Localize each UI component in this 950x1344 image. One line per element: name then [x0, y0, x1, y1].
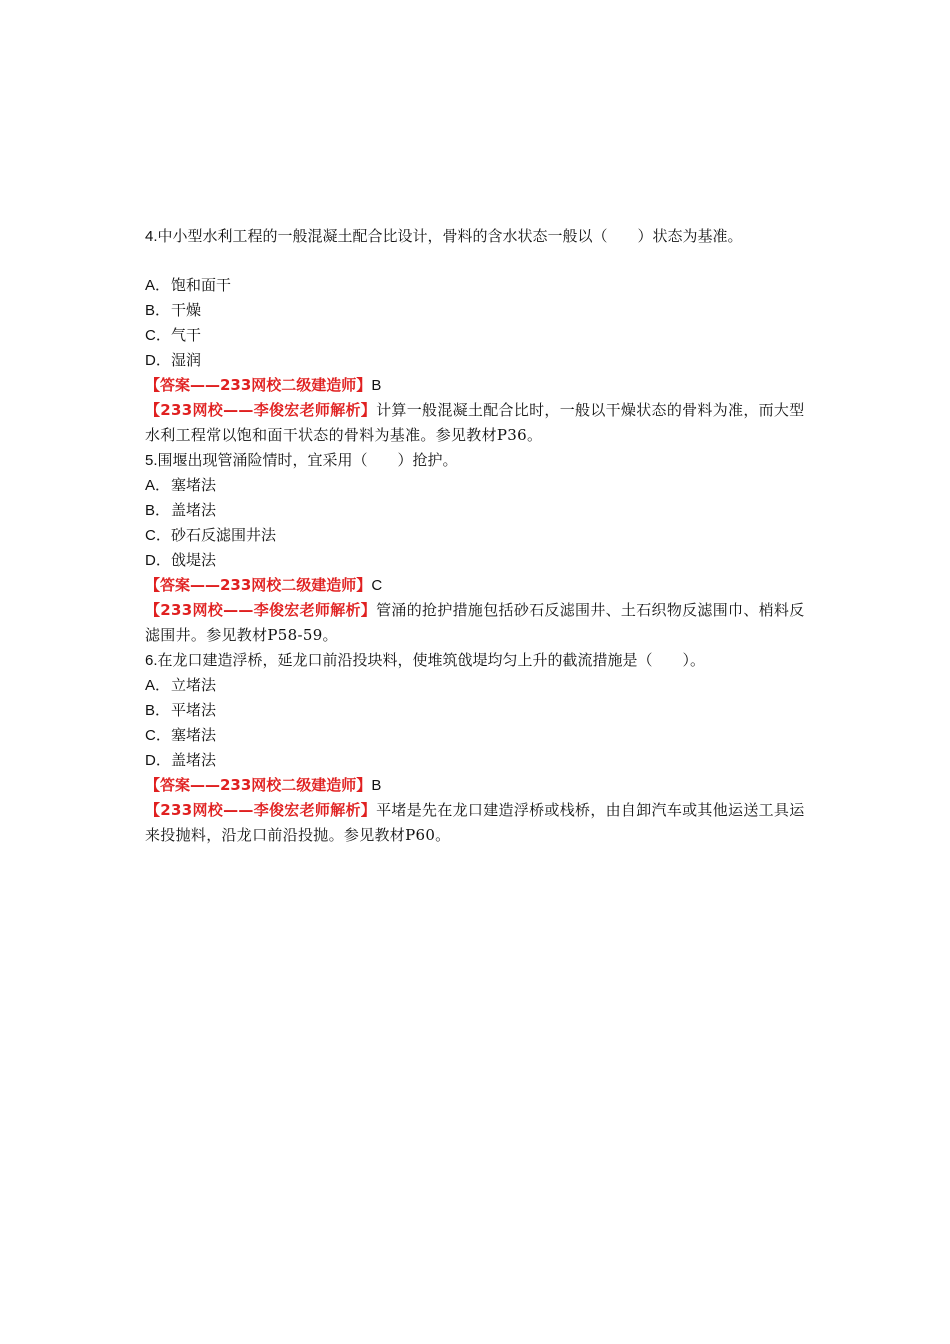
- question-5: [145, 448, 825, 648]
- analysis-text: 计算一般混凝土配合比时，一般以干燥状态的骨料为准，而大型水利工程常以饱和面干状态的骨料为基准。参见教材P36。: [145, 401, 805, 444]
- option-b: [145, 298, 825, 323]
- option-text: 塞堵法: [171, 726, 217, 744]
- option-text: 饱和面干: [171, 276, 232, 294]
- option-text: 盖堵法: [171, 501, 217, 519]
- answer-value: B: [371, 777, 382, 794]
- question-text: 围堰出现管涌险情时，宜采用（ ）抢护。: [157, 451, 458, 469]
- option-d: [145, 348, 825, 373]
- answer-label: 【答案——233网校二级建造师】: [145, 376, 372, 394]
- question-number: 4.: [145, 228, 158, 245]
- option-letter: D．: [145, 752, 171, 769]
- option-text: 湿润: [171, 351, 202, 369]
- answer-value: C: [371, 577, 383, 594]
- option-letter: B．: [145, 502, 171, 519]
- question-text: 中小型水利工程的一般混凝土配合比设计，骨料的含水状态一般以（ ）状态为基准。: [157, 227, 743, 245]
- option-a: [145, 473, 825, 498]
- option-d: [145, 548, 825, 573]
- option-text: 平堵法: [171, 701, 217, 719]
- question-list: [145, 224, 825, 848]
- question-number: 5.: [145, 452, 158, 469]
- question-text: 在龙口建造浮桥，延龙口前沿投块料，使堆筑戗堤均匀上升的截流措施是（ ）。: [157, 651, 706, 669]
- analysis-label: 【233网校——李俊宏老师解析】: [145, 401, 377, 419]
- answer-label: 【答案——233网校二级建造师】: [145, 576, 372, 594]
- analysis-block: [145, 398, 810, 448]
- option-text: 气干: [171, 326, 202, 344]
- analysis-text: 平堵是先在龙口建造浮桥或栈桥，由自卸汽车或其他运送工具运来投抛料，沿龙口前沿投抛。参见教材P60。: [145, 801, 805, 844]
- analysis-label: 【233网校——李俊宏老师解析】: [145, 801, 377, 819]
- option-text: 砂石反滤围井法: [171, 526, 277, 544]
- question-stem: [145, 224, 825, 249]
- option-letter: D．: [145, 552, 171, 569]
- option-letter: A．: [145, 477, 171, 494]
- option-text: 塞堵法: [171, 476, 217, 494]
- option-letter: D．: [145, 352, 171, 369]
- option-letter: C．: [145, 727, 171, 744]
- option-text: 盖堵法: [171, 751, 217, 769]
- question-number: 6.: [145, 652, 158, 669]
- question-stem: [145, 648, 825, 673]
- option-text: 干燥: [171, 301, 202, 319]
- option-letter: C．: [145, 327, 171, 344]
- option-letter: A．: [145, 677, 171, 694]
- option-b: [145, 498, 825, 523]
- analysis-block: [145, 798, 810, 848]
- analysis-block: [145, 598, 810, 648]
- question-6: [145, 648, 825, 848]
- option-letter: B．: [145, 702, 171, 719]
- option-letter: A．: [145, 277, 171, 294]
- question-stem: [145, 448, 825, 473]
- option-d: [145, 748, 825, 773]
- option-c: [145, 323, 825, 348]
- option-text: 立堵法: [171, 676, 217, 694]
- question-4: [145, 224, 825, 448]
- option-a: [145, 673, 825, 698]
- option-b: [145, 698, 825, 723]
- answer-value: B: [371, 377, 382, 394]
- answer-line: [145, 573, 825, 598]
- option-letter: B．: [145, 302, 171, 319]
- analysis-text: 管涌的抢护措施包括砂石反滤围井、土石织物反滤围巾、梢料反滤围井。参见教材P58-59。: [145, 601, 805, 644]
- option-c: [145, 723, 825, 748]
- answer-line: [145, 373, 825, 398]
- analysis-label: 【233网校——李俊宏老师解析】: [145, 601, 377, 619]
- answer-label: 【答案——233网校二级建造师】: [145, 776, 372, 794]
- option-text: 戗堤法: [171, 551, 217, 569]
- option-c: [145, 523, 825, 548]
- answer-line: [145, 773, 825, 798]
- option-a: [145, 273, 825, 298]
- option-letter: C．: [145, 527, 171, 544]
